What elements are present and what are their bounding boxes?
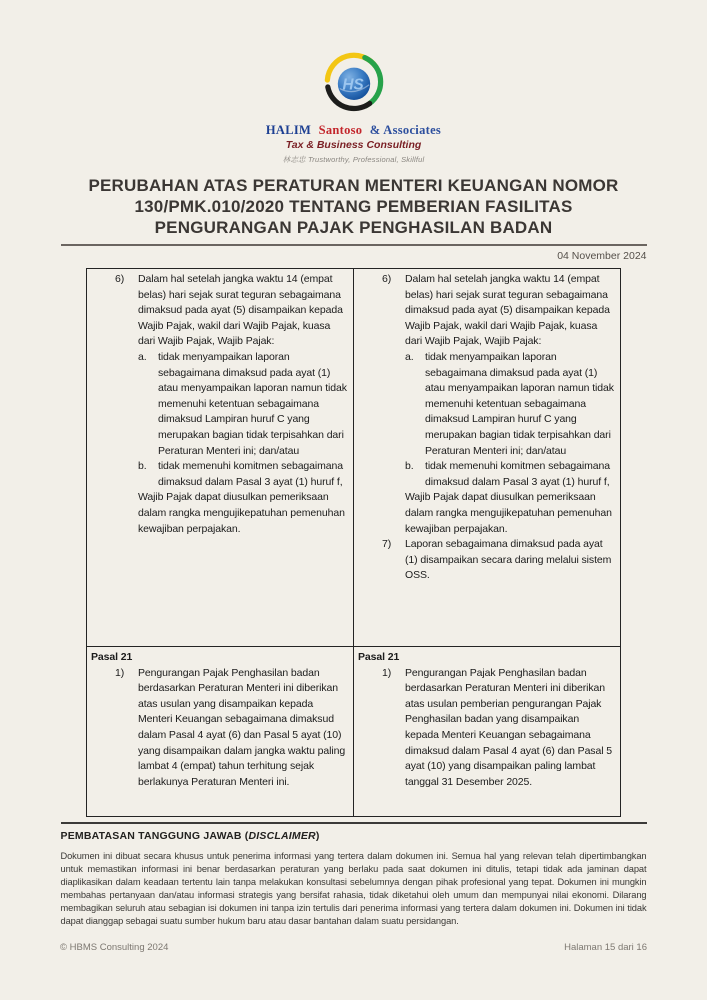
logo-monogram: HS — [341, 76, 364, 94]
item-number: 6) — [115, 273, 125, 285]
item-number: 6) — [382, 273, 392, 285]
brand-tagline-english: Trustworthy, Professional, Skillful — [308, 155, 425, 164]
disclaimer-heading-italic: DISCLAIMER — [248, 830, 316, 842]
footer-copyright: © HBMS Consulting 2024 — [60, 942, 169, 953]
brand-name-halim: HALIM — [265, 123, 312, 137]
title-line-1: PERUBAHAN ATAS PERATURAN MENTERI KEUANGAN NOMOR — [88, 176, 619, 195]
legal-item-1-right — [382, 666, 615, 791]
legal-subitem-a — [138, 350, 348, 459]
subitem-text: tidak menyampaikan laporan sebagaimana dimaksud pada ayat (1) atau menyampaikan laporan namun tidak memenuhi ketentuan sebagaimana dimaksud Lampiran huruf C yang merupakan bagian tidak terpisahkan dari Peraturan Menteri ini; dan/atau — [158, 350, 347, 457]
document-title — [61, 175, 647, 238]
footer-page-number: Halaman 15 dari 16 — [564, 942, 647, 953]
document-date: 04 November 2024 — [557, 250, 647, 262]
subitem-letter: a. — [405, 350, 414, 363]
table-cell-row1-left — [87, 269, 354, 647]
brand-header — [0, 0, 707, 165]
legal-item-6-right — [382, 272, 615, 537]
table-cell-row2-right — [354, 647, 621, 817]
item-number: 1) — [115, 666, 125, 679]
table-row-1 — [87, 269, 621, 647]
disclaimer-separator — [61, 822, 647, 824]
item-text: Dalam hal setelah jangka waktu 14 (empat belas) hari sejak surat teguran sebagaimana dimaksud pada ayat (5) disampaikan kepada Wajib Pajak, wakil dari Wajib Pajak, kuasa dari Wajib Pajak, Wajib Pajak: — [405, 273, 610, 348]
item-text: Pengurangan Pajak Penghasilan badan berdasarkan Peraturan Menteri ini diberikan atas usulan yang disampaikan kepada Menteri Keuangan sebagaimana dimaksud dalam Pasal 4 ayat (6) dan Pasal 5 ayat (10) yang disampaikan dalam jangka waktu paling lambat 4 (empat) tahun terhitung sejak berlakunya Peraturan Menteri ini. — [138, 666, 346, 788]
disclaimer-heading-text: PEMBATASAN TANGGUNG JAWAB ( — [60, 830, 249, 842]
legal-subitem-b — [138, 459, 348, 490]
subitem-text: tidak memenuhi komitmen sebagaimana dimaksud dalam Pasal 3 ayat (1) huruf f, — [425, 460, 611, 488]
item-closing-text: Wajib Pajak dapat diusulkan pemeriksaan dalam rangka mengujikepatuhan pemenuhan kewajiban perpajakan. — [405, 491, 612, 535]
title-underline — [61, 244, 647, 246]
page-footer — [60, 942, 647, 953]
brand-tagline — [0, 154, 707, 165]
item-text: Pengurangan Pajak Penghasilan badan berdasarkan Peraturan Menteri ini diberikan atas usulan pemberian pengurangan Pajak Penghasilan badan yang disampaikan kepada Menteri Keuangan sebagaimana dimaksud dalam Pasal 4 ayat (6) dan Pasal 5 ayat (10) yang disampaikan paling lambat tanggal 31 Desember 2025. — [405, 666, 612, 788]
subitem-letter: b. — [405, 460, 414, 473]
company-logo-icon — [304, 40, 404, 120]
subitem-text: tidak menyampaikan laporan sebagaimana dimaksud pada ayat (1) atau menyampaikan laporan namun tidak memenuhi ketentuan sebagaimana dimaksud Lampiran huruf C yang merupakan bagian tidak terpisahkan dari Peraturan Menteri ini; dan/atau — [425, 350, 614, 457]
subitem-letter: b. — [138, 460, 147, 473]
item-number: 1) — [382, 666, 392, 679]
table-cell-row2-left — [87, 647, 354, 817]
item-text: Laporan sebagaimana dimaksud pada ayat (1) disampaikan secara daring melalui sistem OSS. — [405, 538, 612, 582]
pasal-heading: Pasal 21 — [358, 651, 400, 663]
legal-subitem-b — [405, 459, 615, 490]
table-cell-row1-right — [354, 269, 621, 647]
item-text: Dalam hal setelah jangka waktu 14 (empat belas) hari sejak surat teguran sebagaimana dimaksud pada ayat (5) disampaikan kepada Wajib Pajak, wakil dari Wajib Pajak, kuasa dari Wajib Pajak, Wajib Pajak: — [138, 273, 343, 348]
subitem-letter: a. — [138, 350, 147, 363]
legal-item-6-left — [115, 272, 348, 537]
subitem-text: tidak memenuhi komitmen sebagaimana dimaksud dalam Pasal 3 ayat (1) huruf f, — [158, 460, 344, 488]
table-row-2 — [87, 647, 621, 817]
item-closing-text: Wajib Pajak dapat diusulkan pemeriksaan dalam rangka mengujikepatuhan pemenuhan kewajiban perpajakan. — [138, 491, 345, 535]
disclaimer-heading — [61, 830, 647, 842]
item-number: 7) — [382, 538, 392, 551]
brand-name-associates: & Associates — [369, 123, 442, 137]
brand-name-santoso: Santoso — [318, 123, 363, 137]
title-line-2: 130/PMK.010/2020 TENTANG PEMBERIAN FASILITAS — [134, 197, 573, 216]
legal-item-7-right — [382, 537, 615, 584]
pasal-heading: Pasal 21 — [91, 651, 133, 663]
legal-subitem-a — [405, 350, 615, 459]
brand-name — [0, 123, 707, 138]
brand-subtitle: Tax & Business Consulting — [285, 139, 422, 151]
disclaimer-heading-close: ) — [315, 830, 320, 842]
brand-tagline-chinese: 林志忠 — [282, 155, 306, 164]
title-line-3: PENGURANGAN PAJAK PENGHASILAN BADAN — [154, 218, 553, 237]
disclaimer-body: Dokumen ini dibuat secara khusus untuk penerima informasi yang tertera dalam dokumen ini. Semua hal yang relevan telah dipertimbangkan untuk memastikan informasi ini benar berdasarkan peraturan yang berlaku pada saat dokumen ini ditulis, tetapi tidak ada jaminan dapat diaplikasikan dalam keadaan tertentu lain tanpa melakukan konsultasi sebelumnya dengan pihak profesional yang tepat. Dokumen ini mungkin membahas pertanyaan dan/atau informasi strategis yang bersifat rahasia, tidak diketahui oleh umum dan mempunyai nilai ekonomi. Dilarang membagikan seluruh atau sebagian isi dokumen ini tanpa izin tertulis dari penerima informasi yang tertera dalam dokumen ini. Dokumen ini tidak dapat dianggap sebagai suatu sumber hukum baru atau dasar bantahan dalam suatu persidangan. — [60, 851, 647, 926]
comparison-table — [86, 268, 621, 817]
legal-item-1-left — [115, 666, 348, 791]
